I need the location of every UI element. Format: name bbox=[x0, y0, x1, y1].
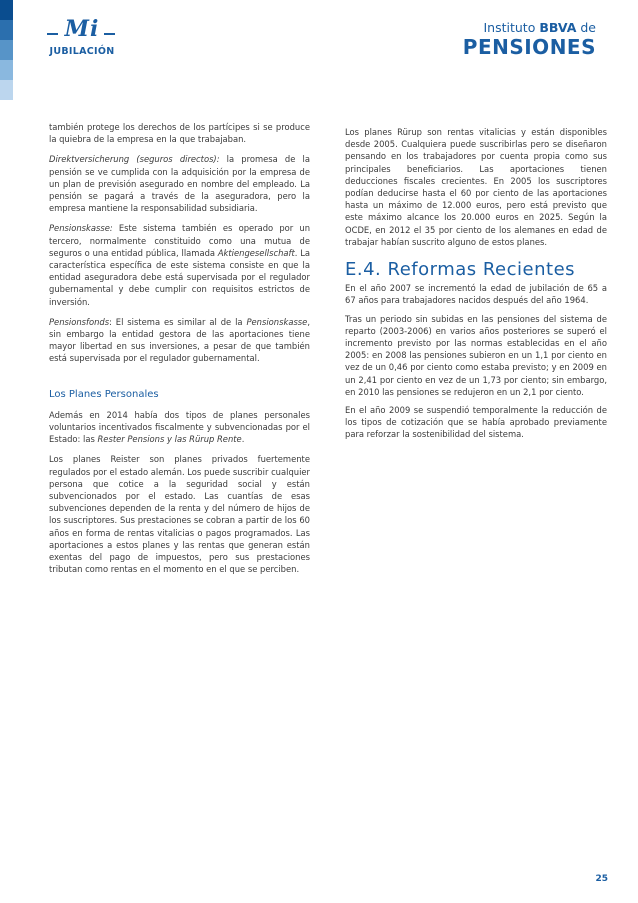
inst-suffix: de bbox=[580, 20, 596, 35]
logo-jubilacion-text: JUBILACIÓN bbox=[49, 46, 115, 57]
stripe bbox=[0, 20, 13, 40]
paragraph: también protege los derechos de los partícipes si se produce la quiebra de la empresa en la que trabajaban. bbox=[49, 122, 310, 145]
term: Rester Pensions y las Rürup Rente bbox=[97, 434, 242, 445]
logo-dash bbox=[104, 33, 115, 35]
paragraph-text: Este sistema también es operado por un tercero, normalmente constituido como una mutua de seguros o una entidad pública, llamada bbox=[49, 223, 310, 258]
paragraph-text: , sin embargo la entidad gestora de las aportaciones tiene mayor libertad en sus inversiones, a pesar de que también está supervisada por el regulador gubernamental. bbox=[49, 316, 310, 364]
paragraph bbox=[49, 409, 310, 446]
decorative-stripes bbox=[0, 0, 13, 100]
paragraph-text: Además en 2014 había dos tipos de planes personales voluntarios incentivados fiscalmente y subvencionadas por el Estado: las bbox=[49, 409, 310, 445]
paragraph-direktversicherung bbox=[49, 153, 310, 214]
mi-jubilacion-logo bbox=[47, 16, 117, 64]
paragraph-text: : El sistema es similar al de la bbox=[109, 316, 247, 327]
pensiones-wordmark: PENSIONES bbox=[462, 35, 596, 59]
paragraph-text: la promesa de la pensión se ve cumplida con la adquisición por la empresa de un plan de previsión asegurado en nombre del empleado. La pensión se pagará a través de la aseguradora, pero la empresa mantiene la responsabilidad subsidiaria. bbox=[49, 154, 310, 214]
section-heading: Los Planes Personales bbox=[49, 388, 159, 400]
paragraph-pensionskasse bbox=[49, 222, 310, 307]
stripe bbox=[0, 0, 13, 20]
page-number: 25 bbox=[595, 874, 608, 884]
paragraph: Los planes Reister son planes privados fuertemente regulados por el estado alemán. Los puede suscribir cualquier persona que cotice a la seguridad social y están subvencionados por el estado. Las cuantías de esas subvenciones dependen de la renta y del número de hijos de los suscriptores. Sus prestaciones se cobran a partir de los 60 años en forma de rentas vitalicias o pagos programados. Las aportaciones a estos planes y las rentas que generan están exentas del pago de impuestos, pero sus prestaciones tributan como rentas en el momento en el que se perciben. bbox=[49, 454, 310, 575]
right-column bbox=[345, 126, 607, 449]
paragraph: Los planes Rürup son rentas vitalicias y están disponibles desde 2005. Cualquiera puede suscribirlas pero se diseñaron pensando en los trabajadores por cuenta propia como sus principales beneficiarios. Las aportaciones tienen deducciones fiscales crecientes. En 2005 los suscriptores podían deducirse hasta el 60 por ciento de las aportaciones hasta un máximo de 12.000 euros, pero está previsto que este máximo alcance los 20.000 euros en 2025. Según la OCDE, en 2012 el 35 por ciento de los alemanes en edad de trabajar habían suscrito alguno de estos planes. bbox=[345, 127, 607, 247]
section-heading: E.4. Reformas Recientes bbox=[345, 259, 576, 281]
term: Direktversicherung (seguros directos): bbox=[49, 154, 220, 165]
left-column bbox=[49, 121, 310, 584]
paragraph: Tras un periodo sin subidas en las pensiones del sistema de reparto (2003-2006) en varios años posteriores se superó el incremento previsto por las normas establecidas en el año 2005: en 2008 las pensiones subieron en un 1,1 por ciento en vez de un 0,46 por ciento como estaba previsto; y en 2009 en un 2,41 por ciento en vez de un 1,73 por ciento; sin embargo, en 2010 las pensiones se redujeron en un 2,1 por ciento. bbox=[345, 313, 607, 397]
stripe bbox=[0, 60, 13, 80]
instituto-line bbox=[463, 20, 596, 36]
term: Pensionskasse: bbox=[49, 223, 113, 234]
term: Pensionsfonds bbox=[49, 316, 110, 327]
paragraph-text: . bbox=[241, 434, 245, 445]
instituto-bbva-logo bbox=[463, 20, 596, 58]
stripe bbox=[0, 80, 13, 100]
term: Pensionskasse bbox=[246, 316, 308, 327]
stripe bbox=[0, 40, 13, 60]
term: Aktiengesellschaft bbox=[217, 247, 295, 258]
paragraph: En el año 2009 se suspendió temporalmente la reducción de los tipos de cotización que se había aprobado previamente para reforzar la sostenibilidad del sistema. bbox=[345, 405, 607, 440]
paragraph-text: . La característica específica de este sistema consiste en que la entidad aseguradora debe está supervisada por el regulador gubernamental y debe cumplir con requisitos estrictos de inversión. bbox=[49, 247, 310, 307]
paragraph-pensionsfonds bbox=[49, 316, 310, 365]
inst-brand: BBVA bbox=[539, 20, 577, 35]
paragraph: En el año 2007 se incrementó la edad de jubilación de 65 a 67 años para trabajadores nacidos después del año 1964. bbox=[345, 283, 607, 306]
inst-prefix: Instituto bbox=[483, 20, 536, 35]
logo-mi-text: Mi bbox=[64, 16, 100, 42]
